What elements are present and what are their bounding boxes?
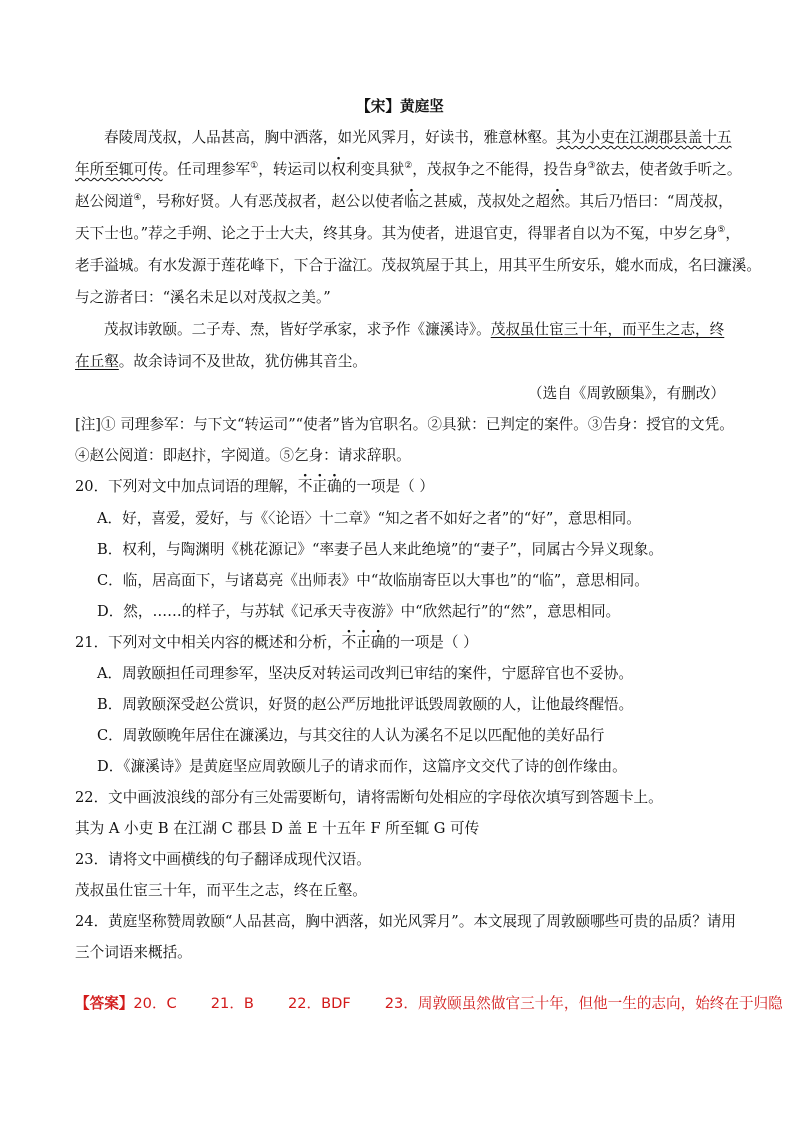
footnote-line: ④赵公阅道：即赵抃，字阅道。⑤乞身：请求辞职。 <box>75 447 411 464</box>
question-24-stem: 24．黄庭坚称赞周敦颐“人品甚高，胸中洒落，如光风霁月”。本文展现了周敦颐哪些可贵的品质？请用 <box>75 913 737 930</box>
question-22-stem: 22．文中画波浪线的部分有三处需要断句，请将需断句处相应的字母依次填写到答题卡上。 <box>75 789 663 806</box>
passage-line: 茂叔讳敦颐。二子寿、焘，皆好学承家，求予作《濂溪诗》。茂叔虽仕宦三十年，而平生之志，终 <box>104 321 725 338</box>
option-a: A．周敦颐担任司理参军，坚决反对转运司改判已审结的案件，宁愿辞官也不妥协。 <box>97 665 633 682</box>
passage-line: 老手溢城。有水发源于莲花峰下，下合于湓江。茂叔筑屋于其上，用其平生所安乐，媲水而成，名曰濂溪。 <box>75 257 761 274</box>
answer-item: 22．BDF <box>287 995 351 1012</box>
answer-line <box>75 994 783 1014</box>
wavy-underlined-text: 其为小吏在江湖郡县盖十五 <box>556 129 732 146</box>
footnote-marker: ① <box>250 161 259 172</box>
option-c: C．周敦颐晚年居住在濂溪边，与其交往的人认为溪名不足以匹配他的美好品行 <box>97 727 605 744</box>
option-c: C．临，居高面下，与诸葛亮《出师表》中“故临崩寄臣以大事也”的“临”，意思相同。 <box>97 572 649 589</box>
option-b: B．周敦颐深受赵公赏识，好贤的赵公严厉地批评诋毁周敦颐的人，让他最终醒悟。 <box>97 696 634 713</box>
question-21-stem: 21．下列对文中相关内容的概述和分析，不正确的一项是（ ） <box>75 634 478 651</box>
passage-line: 天下士也。”荐之手朔、论之于士大夫，终其身。其为使者，进退官吏，得罪者自以为不冤，中岁乞身⑤， <box>75 225 740 242</box>
question-22-sentence: 其为 A 小吏 B 在江湖 C 郡县 D 盖 E 十五年 F 所至辄 G 可传 <box>75 820 480 837</box>
dotted-word: 确 <box>327 478 342 495</box>
dotted-word: 权 <box>331 161 346 178</box>
option-d: D．《濂溪诗》是黄庭坚应周敦颐儿子的请求而作，这篇序文交代了诗的创作缘由。 <box>97 758 627 775</box>
passage-line: 赵公阅道④，号称好贤。人有恶茂叔者，赵公以使者临之甚威，茂叔处之超然。其后乃悟曰：“周茂叔， <box>75 193 733 210</box>
answer-item: 20．C <box>133 995 177 1012</box>
dotted-word: 正 <box>356 634 371 651</box>
footnote-marker: ② <box>404 161 413 172</box>
passage-line: 在丘壑。故余诗词不及世故，犹仿佛其音尘。 <box>75 353 367 370</box>
question-23-stem: 23．请将文中画横线的句子翻译成现代汉语。 <box>75 851 371 868</box>
option-b: B．权利，与陶渊明《桃花源记》“率妻子邑人来此绝境”的“妻子”，同属古今异义现象。 <box>97 541 663 558</box>
underlined-text: 在丘壑 <box>75 353 119 370</box>
dotted-word: 不 <box>341 634 357 651</box>
passage-line: 春陵周茂叔，人品甚高，胸中洒落，如光风霁月，好读书，雅意林壑。其为小吏在江湖郡县盖十五 <box>104 129 732 146</box>
passage-line: 与之游者曰：“溪名未足以对茂叔之美。” <box>75 289 331 306</box>
dotted-word: 然 <box>550 193 565 210</box>
dotted-word: 确 <box>370 634 386 651</box>
question-23-sentence: 茂叔虽仕宦三十年，而平生之志，终在丘壑。 <box>75 882 367 899</box>
dotted-word: 临 <box>404 193 419 210</box>
option-a: A．好，喜爱，爱好，与《〈论语〉十二章》“知之者不如好之者”的“好”，意思相同。 <box>97 510 641 527</box>
answer-item: 21．B <box>210 995 254 1012</box>
underlined-text: 茂叔虽仕宦三十年，而平生之志，终 <box>490 321 725 338</box>
footnote-line: [注]① 司理参军：与下文“转运司”“使者”皆为官职名。②具狱：已判定的案件。③告身：授官的文凭。 <box>75 416 734 433</box>
footnote-marker: ⑤ <box>717 225 726 236</box>
footnote-marker: ③ <box>587 161 596 172</box>
answer-item: 23．周敦颐虽然做官三十年，但他一生的志向，始终在于归隐 <box>384 995 783 1012</box>
question-20-stem: 20．下列对文中加点词语的理解，不正确的一项是（ ） <box>75 478 434 495</box>
answer-tag: 【答案】 <box>75 995 134 1012</box>
dotted-word: 不 <box>297 478 313 495</box>
passage-line: 年所至辄可传。任司理参军①，转运司以权利变具狱②，茂叔争之不能得，投告身③欲去，使者敛手听之。 <box>75 161 742 178</box>
passage-title: 【宋】黄庭坚 <box>356 98 444 115</box>
wavy-underlined-text: 年所至辄可传 <box>75 161 163 178</box>
question-24-stem-cont: 三个词语来概括。 <box>75 944 192 961</box>
footnote-marker: ④ <box>133 193 142 204</box>
source-citation: （选自《周敦颐集》，有删改） <box>527 385 725 402</box>
dotted-word: 正 <box>312 478 328 495</box>
option-d: D．然，……的样子，与苏轼《记承天寺夜游》中“欣然起行”的“然”，意思相同。 <box>97 603 621 620</box>
